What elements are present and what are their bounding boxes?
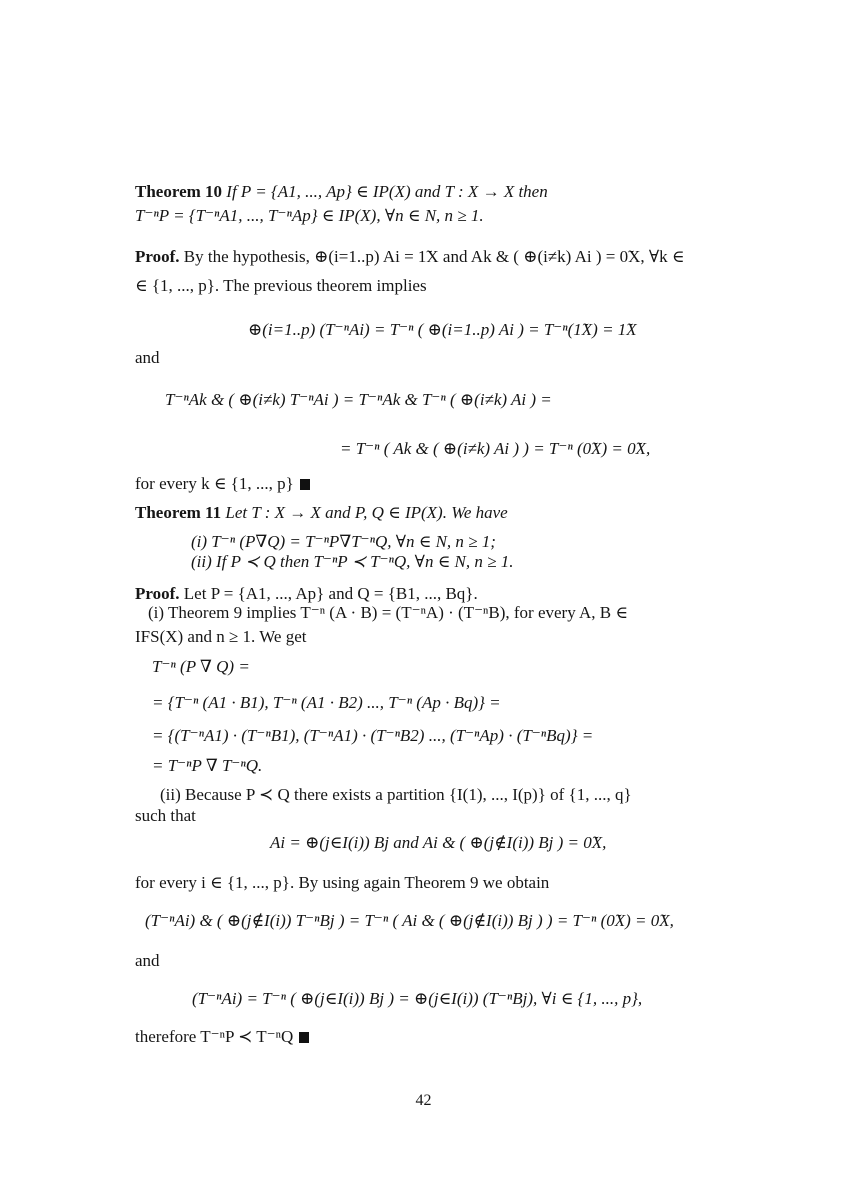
page-number: 42	[415, 1092, 432, 1109]
qed-square-icon	[299, 1032, 309, 1043]
proof-10-and: and	[135, 348, 160, 367]
proof-11-and: and	[135, 951, 160, 970]
theorem-10-statement-2: T⁻ⁿP = {T⁻ⁿA1, ..., T⁻ⁿAp} ∈ IP(X), ∀n ∈ N, n ≥ 1.	[135, 206, 484, 225]
proof-11-text-5: such that	[135, 806, 196, 825]
theorem-11-statement: Let T : X → X and P, Q ∈ IP(X). We have	[225, 503, 508, 522]
equation-9: (T⁻ⁿAi) = T⁻ⁿ ( ⊕(j∈I(i)) Bj ) = ⊕(j∈I(i)) (T⁻ⁿBj), ∀i ∈ {1, ..., p},	[192, 989, 643, 1008]
proof-11-text-6: for every i ∈ {1, ..., p}. By using again Theorem 9 we obtain	[135, 873, 550, 892]
theorem-10-label: Theorem 10	[135, 182, 223, 201]
equation-6: = T⁻ⁿP ∇ T⁻ⁿQ.	[152, 756, 263, 775]
proof-10-end	[135, 473, 310, 495]
theorem-11-item-i: (i) T⁻ⁿ (P∇Q) = T⁻ⁿP∇T⁻ⁿQ, ∀n ∈ N, n ≥ 1;	[191, 532, 496, 551]
theorem-10-line-1	[135, 181, 548, 203]
proof-11-text-3: IFS(X) and n ≥ 1. We get	[135, 627, 307, 646]
proof-11-text-1: Let P = {A1, ..., Ap} and Q = {B1, ..., Bq}.	[183, 584, 478, 603]
theorem-11-line-1	[135, 502, 508, 524]
proof-11-end-text: therefore T⁻ⁿP ≺ T⁻ⁿQ	[135, 1027, 294, 1046]
equation-7: Ai = ⊕(j∈I(i)) Bj and Ai & ( ⊕(j∉I(i)) Bj ) = 0̃X,	[270, 833, 607, 852]
equation-5: = {(T⁻ⁿA1) · (T⁻ⁿB1), (T⁻ⁿA1) · (T⁻ⁿB2) ..., (T⁻ⁿAp) · (T⁻ⁿBq)} =	[152, 726, 594, 745]
proof-10-line-1	[135, 246, 685, 268]
theorem-10-statement-1: If P = {A1, ..., Ap} ∈ IP(X) and T : X → X then	[226, 182, 548, 201]
theorem-11-label: Theorem 11	[135, 503, 222, 522]
equation-2a: T⁻ⁿAk & ( ⊕(i≠k) T⁻ⁿAi ) = T⁻ⁿAk & T⁻ⁿ ( ⊕(i≠k) Ai ) =	[165, 390, 552, 409]
proof-10-text-2: ∈ {1, ..., p}. The previous theorem implies	[135, 276, 427, 295]
equation-3: T⁻ⁿ (P ∇ Q) =	[152, 657, 250, 676]
qed-square-icon	[300, 479, 310, 490]
proof-11-text-4: (ii) Because P ≺ Q there exists a partition {I(1), ..., I(p)} of {1, ..., q}	[160, 785, 632, 804]
proof-10-label: Proof.	[135, 247, 180, 266]
proof-10-text-1: By the hypothesis, ⊕(i=1..p) Ai = 1̃X and Ak & ( ⊕(i≠k) Ai ) = 0̃X, ∀k ∈	[183, 247, 685, 266]
theorem-11-item-ii: (ii) If P ≺ Q then T⁻ⁿP ≺ T⁻ⁿQ, ∀n ∈ N, n ≥ 1.	[191, 552, 514, 571]
proof-11-label: Proof.	[135, 584, 180, 603]
proof-11-end	[135, 1026, 309, 1048]
proof-10-end-text: for every k ∈ {1, ..., p}	[135, 474, 294, 493]
equation-4: = {T⁻ⁿ (A1 · B1), T⁻ⁿ (A1 · B2) ..., T⁻ⁿ (Ap · Bq)} =	[152, 693, 501, 712]
equation-8: (T⁻ⁿAi) & ( ⊕(j∉I(i)) T⁻ⁿBj ) = T⁻ⁿ ( Ai & ( ⊕(j∉I(i)) Bj ) ) = T⁻ⁿ (0̃X) = 0̃X,	[145, 911, 674, 930]
proof-11-text-2: (i) Theorem 9 implies T⁻ⁿ (A · B) = (T⁻ⁿA) · (T⁻ⁿB), for every A, B ∈	[148, 603, 628, 622]
equation-2b: = T⁻ⁿ ( Ak & ( ⊕(i≠k) Ai ) ) = T⁻ⁿ (0̃X) = 0̃X,	[340, 439, 651, 458]
equation-1: ⊕(i=1..p) (T⁻ⁿAi) = T⁻ⁿ ( ⊕(i=1..p) Ai ) = T⁻ⁿ(1̃X) = 1̃X	[248, 320, 637, 339]
